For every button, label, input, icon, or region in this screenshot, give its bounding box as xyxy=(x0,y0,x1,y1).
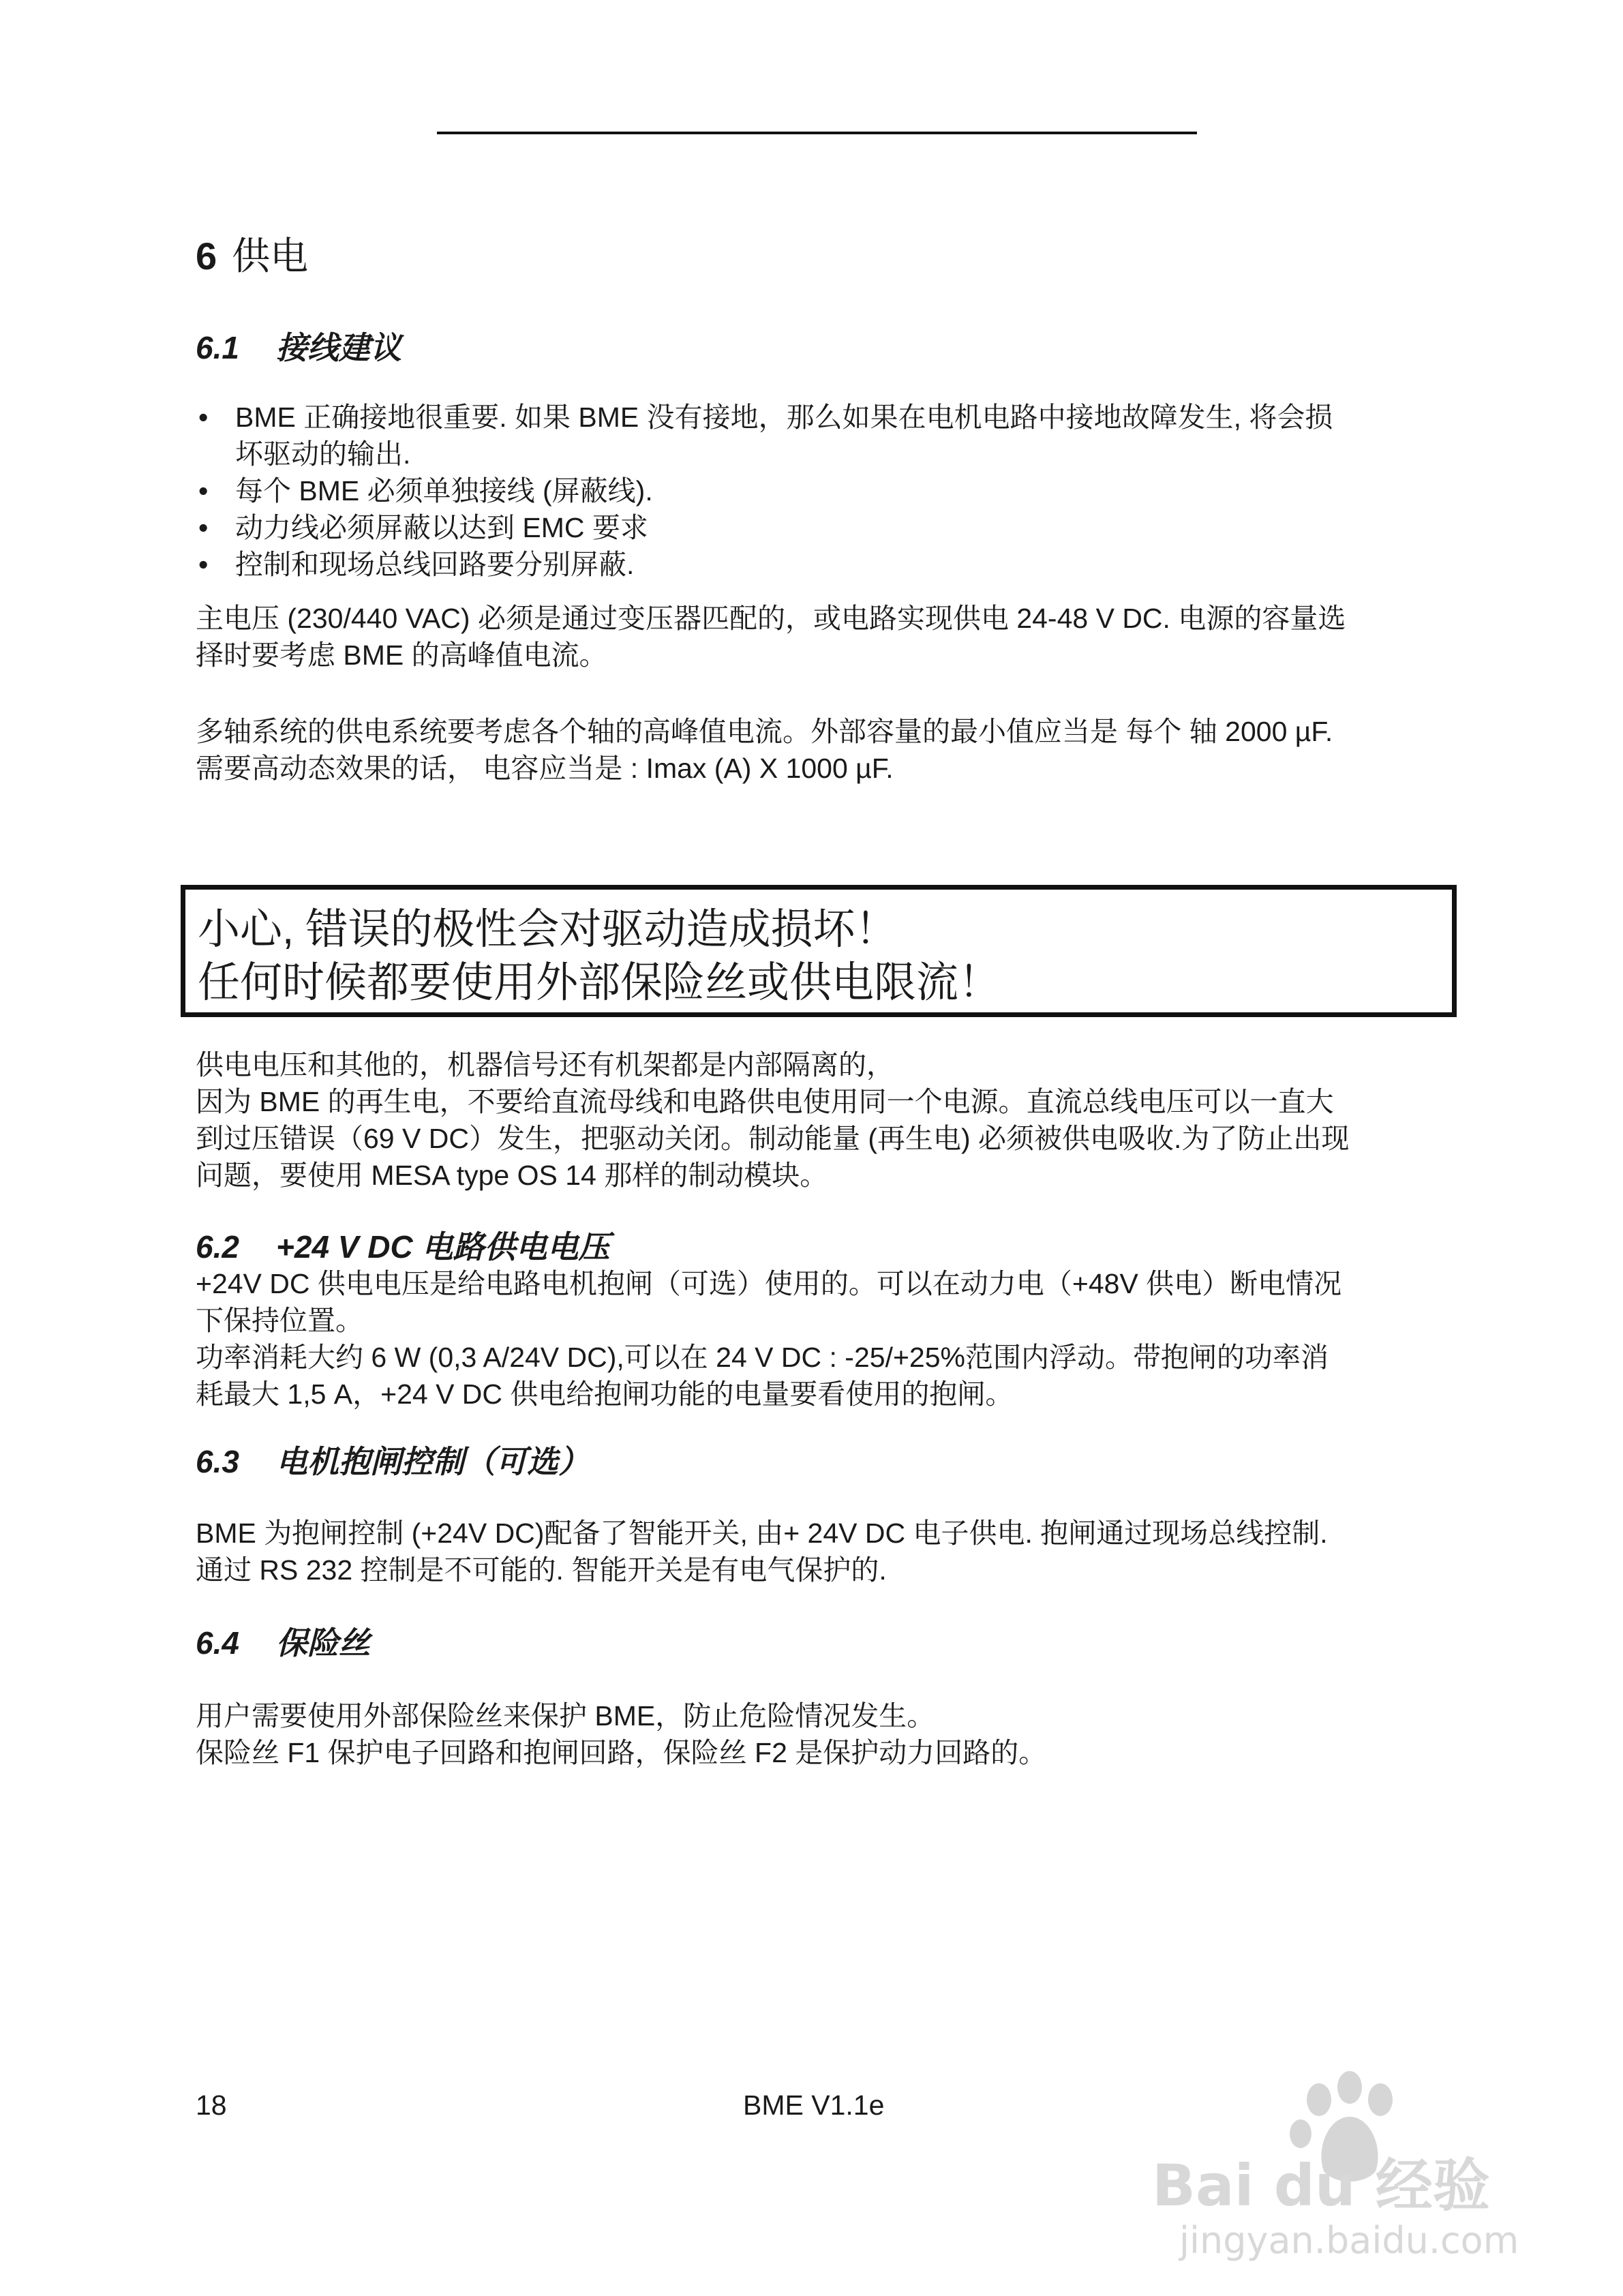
text-line: 通过 RS 232 控制是不可能的. 智能开关是有电气保护的. xyxy=(196,1554,887,1586)
paragraph-main-voltage xyxy=(196,600,1450,674)
section-heading-6-2 xyxy=(196,1222,610,1267)
text-line: 需要高动态效果的话， 电容应当是 : Imax (A) X 1000 µF. xyxy=(196,753,894,784)
section-number: 6.4 xyxy=(196,1625,239,1661)
bullet-line: BME 正确接地很重要. 如果 BME 没有接地，那么如果在电机电路中接地故障发生, 将会损 xyxy=(235,402,1333,433)
paragraph-fuses xyxy=(196,1697,1450,1771)
polarity-warning-box xyxy=(181,885,1457,1017)
text-line: 用户需要使用外部保险丝来保护 BME，防止危险情况发生。 xyxy=(196,1700,935,1732)
text-line: 择时要考虑 BME 的高峰值电流。 xyxy=(196,639,607,671)
section-heading-6-3 xyxy=(196,1437,590,1482)
bullet-line: 动力线必须屏蔽以达到 EMC 要求 xyxy=(235,512,648,543)
chapter-number: 6 xyxy=(196,235,217,277)
list-item xyxy=(196,509,1333,546)
text-line: 下保持位置。 xyxy=(196,1305,363,1336)
text-line: 保险丝 F1 保护电子回路和抱闸回路，保险丝 F2 是保护动力回路的。 xyxy=(196,1737,1047,1768)
bullet-line: 坏驱动的输出. xyxy=(235,438,411,470)
text-line: 问题，要使用 MESA type OS 14 那样的制动模块。 xyxy=(196,1160,828,1191)
watermark-url: jingyan.baidu.com xyxy=(1179,2219,1519,2262)
paragraph-isolation xyxy=(196,1046,1450,1194)
text-line: 供电电压和其他的，机器信号还有机架都是内部隔离的， xyxy=(196,1049,894,1081)
bullet-line: 控制和现场总线回路要分别屏蔽. xyxy=(235,549,635,580)
text-line: 主电压 (230/440 VAC) 必须是通过变压器匹配的，或电路实现供电 24-48 V DC. 电源的容量选 xyxy=(196,603,1346,634)
baidu-watermark xyxy=(1145,2059,1527,2263)
warning-line: 任何时候都要使用外部保险丝或供电限流！ xyxy=(198,959,1001,1006)
section-number: 6.1 xyxy=(196,330,239,365)
text-line: 功率消耗大约 6 W (0,3 A/24V DC),可以在 24 V DC : -25/+25%范围内浮动。带抱闸的功率消 xyxy=(196,1342,1329,1373)
bullet-icon: • xyxy=(198,475,209,507)
doc-version: BME V1.1e xyxy=(743,2089,885,2121)
section-title: 电机抱闸控制（可选） xyxy=(276,1444,590,1479)
chapter-heading xyxy=(196,226,308,281)
paragraph-brake-control xyxy=(196,1515,1450,1588)
section-number: 6.2 xyxy=(196,1229,239,1265)
wiring-bullet-list xyxy=(196,399,1333,583)
section-heading-6-4 xyxy=(196,1618,370,1663)
warning-line: 小心, 错误的极性会对驱动造成损坏！ xyxy=(198,906,898,953)
list-item xyxy=(196,399,1333,472)
text-line: 因为 BME 的再生电，不要给直流母线和电路供电使用同一个电源。直流总线电压可以一直大 xyxy=(196,1086,1334,1117)
chapter-title: 供电 xyxy=(232,235,309,277)
text-line: 多轴系统的供电系统要考虑各个轴的高峰值电流。外部容量的最小值应当是 每个 轴 2000 µF. xyxy=(196,716,1333,747)
section-title: 保险丝 xyxy=(276,1625,370,1661)
page-number: 18 xyxy=(196,2089,227,2121)
text-line: 耗最大 1,5 A，+24 V DC 供电给抱闸功能的电量要看使用的抱闸。 xyxy=(196,1378,1014,1410)
watermark-brand: Bai du 经验 xyxy=(1152,2152,1490,2219)
list-item xyxy=(196,472,1333,509)
section-title: 接线建议 xyxy=(276,330,401,365)
section-heading-6-1 xyxy=(196,323,401,368)
text-line: BME 为抱闸控制 (+24V DC)配备了智能开关, 由+ 24V DC 电子供电. 抱闸通过现场总线控制. xyxy=(196,1517,1328,1549)
section-title: +24 V DC 电路供电电压 xyxy=(276,1229,610,1265)
text-line: +24V DC 供电电压是给电路电机抱闸（可选）使用的。可以在动力电（+48V 供电）断电情况 xyxy=(196,1268,1342,1299)
bullet-icon: • xyxy=(198,402,209,433)
section-number: 6.3 xyxy=(196,1444,239,1479)
header-rule xyxy=(437,132,1197,134)
paragraph-multi-axis xyxy=(196,713,1450,787)
bullet-icon: • xyxy=(198,549,209,580)
bullet-icon: • xyxy=(198,512,209,543)
bullet-line: 每个 BME 必须单独接线 (屏蔽线). xyxy=(235,475,653,507)
text-line: 到过压错误（69 V DC）发生，把驱动关闭。制动能量 (再生电) 必须被供电吸收.为了防止出现 xyxy=(196,1123,1350,1154)
paragraph-24v-supply xyxy=(196,1265,1450,1413)
list-item xyxy=(196,546,1333,583)
